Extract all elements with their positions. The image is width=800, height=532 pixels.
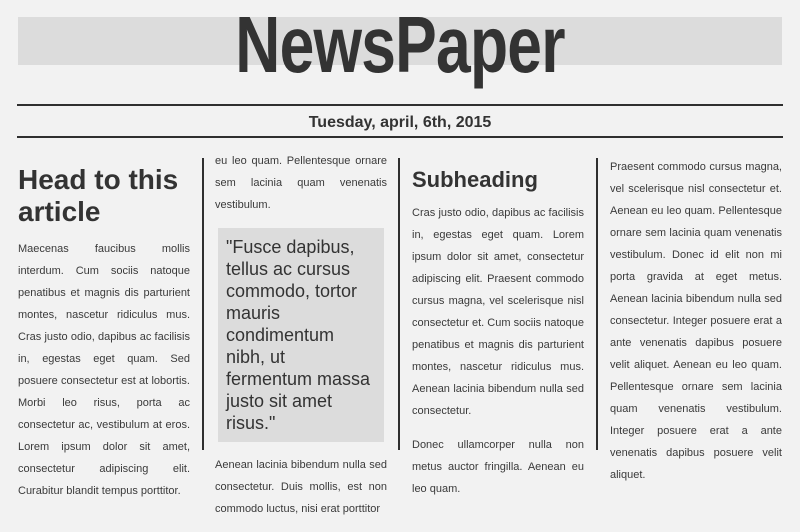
column-divider	[398, 158, 400, 450]
article-paragraph: Donec ullamcorper nulla non metus auctor fringilla. Aenean eu leo quam.	[412, 439, 584, 495]
dateline: Tuesday, april, 6th, 2015	[308, 114, 492, 131]
column-1	[18, 158, 190, 514]
article-paragraph: Maecenas faucibus mollis interdum. Cum sociis natoque penatibus et magnis dis parturient montes, nascetur ridiculus mus. Cras justo odio, dapibus ac facilisis in, egestas eget quam. Sed posuere consectetur est at lobortis. Morbi leo risus, porta ac consectetur ac, vestibulum at eros. Lorem ipsum dolor sit amet, consectetur adipiscing elit. Curabitur blandit tempus porttitor.	[18, 243, 190, 497]
bottom-rule	[17, 136, 783, 138]
pull-quote: "Fusce dapibus, tellus ac cursus commodo, tortor mauris condimentum nibh, ut fermentum massa justo sit amet risus."	[218, 228, 384, 442]
column-4	[610, 156, 782, 498]
article-paragraph: Aenean lacinia bibendum nulla sed consectetur. Duis mollis, est non commodo luctus, nisi erat porttitor	[215, 459, 387, 515]
article-paragraph: eu leo quam. Pellentesque ornare sem lacinia quam venenatis vestibulum.	[215, 155, 387, 211]
column-divider	[202, 158, 204, 450]
article-paragraph: Cras justo odio, dapibus ac facilisis in, egestas eget quam. Lorem ipsum dolor sit amet, consectetur adipiscing elit. Praesent commodo cursus magna, vel scelerisque nisl consectetur et. Cum sociis natoque penatibus et magnis dis parturient montes, nascetur ridiculus mus. Aenean lacinia bibendum nulla sed consectetur.	[412, 207, 584, 417]
top-rule	[17, 104, 783, 106]
column-3	[412, 158, 584, 512]
subheading: Subheading	[412, 167, 538, 192]
article-paragraph: Praesent commodo cursus magna, vel scelerisque nisl consectetur et. Aenean eu leo quam. Pellentesque ornare sem lacinia quam venenatis vestibulum. Donec id elit non mi porta gravida at eget metus. Aenean lacinia bibendum nulla sed consectetur. Integer posuere erat a ante venenatis dapibus posuere velit aliquet. Aenean eu leo quam. Pellentesque ornare sem lacinia quam venenatis vestibulum. Integer posuere erat a ante venenatis dapibus posuere velit aliquet.	[610, 161, 782, 481]
newspaper-title: NewsPaper	[235, 0, 565, 89]
column-divider	[596, 158, 598, 450]
column-2	[215, 150, 387, 532]
article-headline: Head to this article	[18, 164, 179, 227]
